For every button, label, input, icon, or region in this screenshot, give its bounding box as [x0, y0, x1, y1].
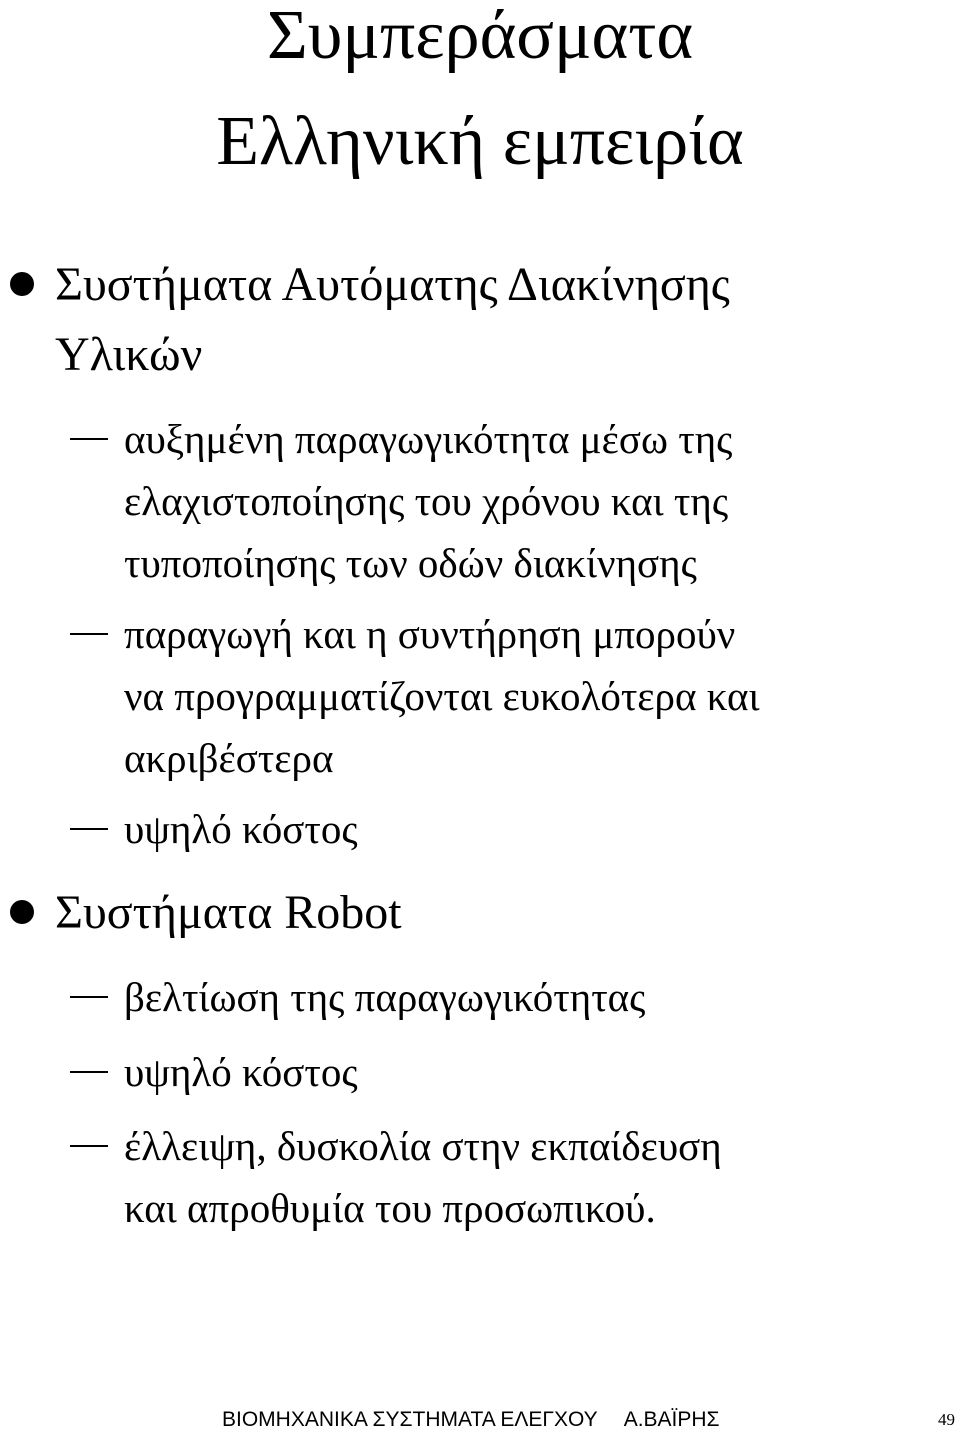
dash-icon: [70, 438, 108, 440]
sub-item-text: έλλειψη, δυσκολία στην εκπαίδευση και απροθυμία του προσωπικού.: [124, 1123, 722, 1231]
footer-course: ΒΙΟΜΗΧΑΝΙΚΑ ΣΥΣΤΗΜΑΤΑ ΕΛΕΓΧΟΥ: [222, 1408, 598, 1431]
dash-icon: [70, 1145, 108, 1147]
dash-icon: [70, 633, 108, 635]
footer-author: Α.ΒΑΪΡΗΣ: [623, 1408, 720, 1431]
bullet-text: Συστήματα Αυτόματης Διακίνησης Υλικών: [55, 258, 730, 381]
dash-icon: [70, 828, 108, 830]
dash-icon: [70, 996, 108, 998]
sub-item-text: υψηλό κόστος: [124, 1049, 358, 1095]
sub-item-text: βελτίωση της παραγωγικότητας: [124, 974, 646, 1020]
footer: [222, 1408, 720, 1432]
page-subtitle: Ελληνική εμπειρία: [216, 103, 744, 180]
sub-item-text: παραγωγή και η συντήρηση μπορούν να προγραμματίζονται ευκολότερα και ακριβέστερα: [124, 611, 760, 781]
page-number: 49: [938, 1410, 955, 1429]
bullet-text: Συστήματα Robot: [55, 886, 402, 939]
page-title: Συμπεράσματα: [266, 0, 693, 74]
dash-icon: [70, 1071, 108, 1073]
bullet-dot-icon: [10, 272, 34, 296]
bullet-dot-icon: [10, 900, 34, 924]
sub-item-text: υψηλό κόστος: [124, 806, 358, 852]
sub-item-text: αυξημένη παραγωγικότητα μέσω της ελαχιστοποίησης του χρόνου και της τυποποίησης των οδών διακίνησης: [124, 416, 733, 586]
